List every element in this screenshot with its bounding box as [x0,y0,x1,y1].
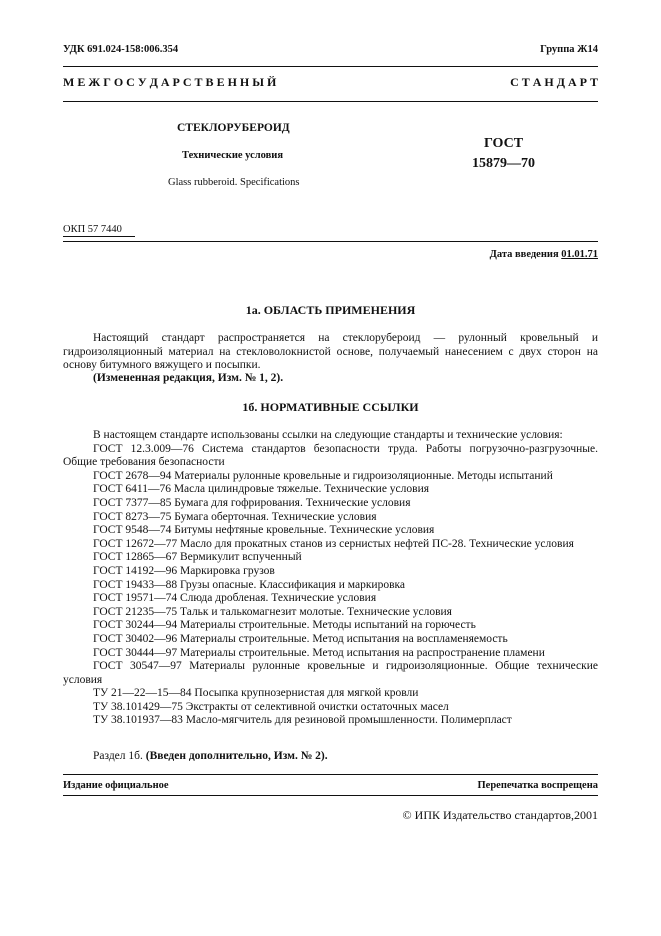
interstate-standard-banner [63,75,598,90]
introduction-date [490,249,598,260]
reference-item: ТУ 38.101429—75 Экстракты от селективной очистки остаточных масел [93,700,449,713]
date-value: 01.01.71 [561,249,598,260]
banner-bottom-rule [63,101,598,102]
reprint-forbidden: Перепечатка воспрещена [477,780,598,791]
reference-item: ТУ 21—22—15—84 Посыпка крупнозернистая для мягкой кровли [93,687,419,700]
section-1a-heading: 1а. ОБЛАСТЬ ПРИМЕНЕНИЯ [245,303,416,317]
reference-item: ГОСТ 2678—94 Материалы рулонные кровельные и гидроизоляционные. Методы испытаний [93,469,553,482]
gost-label: ГОСТ [484,136,524,151]
section-1a-body: Настоящий стандарт распространяется на стеклорубероид — рулонный кровельный и гидроизоляционный материал на стекловолокнистой основе, получаемый нанесением с двух сторон на основу битумного вяжущего и посыпки. [63,332,598,372]
reference-item: ГОСТ 19433—88 Грузы опасные. Классификация и маркировка [93,578,406,591]
banner-word-standard: С Т А Н Д А Р Т [510,75,598,89]
reference-item: ГОСТ 30402—96 Материалы строительные. Метод испытания на воспламеняемость [93,632,508,645]
reference-item: ГОСТ 30547—97 Материалы рулонные кровельные и гидроизоляционные. Общие технические условия [63,660,598,686]
reference-item: ГОСТ 9548—74 Битумы нефтяные кровельные. Технические условия [93,524,435,537]
reference-item: ГОСТ 6411—76 Масла цилиндровые тяжелые. Технические условия [93,483,430,496]
reference-item: ГОСТ 19571—74 Слюда дробленая. Технические условия [93,592,377,605]
reference-item: ГОСТ 30244—94 Материалы строительные. Методы испытаний на горючесть [93,619,476,632]
references-list [63,429,598,728]
section-note-prefix: Раздел 1б. [93,750,143,762]
footer-rule [63,774,598,775]
reference-item: ГОСТ 14192—96 Маркировка грузов [93,564,275,577]
references-intro: В настоящем стандарте использованы ссылки на следующие стандарты и технические условия: [93,429,563,441]
reference-item: ГОСТ 7377—85 Бумага для гофрирования. Технические условия [93,496,411,509]
section-1b-heading: 1б. НОРМАТИВНЫЕ ССЫЛКИ [242,400,419,414]
copyright: © ИПК Издательство стандартов,2001 [402,808,598,822]
section-1a-edit-note: (Измененная редакция, Изм. № 1, 2). [93,372,284,384]
reference-item: ГОСТ 8273—75 Бумага оберточная. Технические условия [93,510,377,523]
date-label: Дата введения [489,249,559,260]
section-1b-note [93,750,328,762]
reference-item: ГОСТ 12865—67 Вермикулит вспученный [93,551,302,564]
reference-item: ГОСТ 12.3.009—76 Система стандартов безопасности труда. Работы погрузочно-разгрузочные. Общие требования безопасности [63,442,598,469]
reference-item: ГОСТ 12672—77 Масло для прокатных станов из сернистых нефтей ПС-28. Технические условия [93,537,574,550]
section-1a-text [63,332,598,373]
official-edition: Издание официальное [63,780,169,791]
section-note-bold: (Введен дополнительно, Изм. № 2). [145,750,328,762]
english-title: Glass rubberoid. Specifications [168,177,300,188]
top-rule [63,66,598,67]
document-subtitle: Технические условия [182,150,284,161]
gost-number: 15879—70 [472,156,535,171]
reference-item: ГОСТ 21235—75 Тальк и талькомагнезит молотые. Технические условия [93,605,452,618]
footer-bottom-rule [63,795,598,796]
reference-item: ТУ 38.101937—83 Масло-мягчитель для резиновой промышленности. Полимерпласт [93,714,512,727]
udk-code: УДК 691.024-158:006.354 [63,44,179,55]
okp-code: ОКП 57 7440 [63,224,122,235]
banner-word-interstate: М Е Ж Г О С У Д А Р С Т В Е Н Н Ы Й [63,75,277,89]
document-title: СТЕКЛОРУБЕРОИД [177,122,290,134]
reference-item: ГОСТ 30444—97 Материалы строительные. Метод испытания на распространение пламени [93,646,545,659]
okp-rule [63,241,598,242]
okp-underline [63,236,135,237]
group-code: Группа Ж14 [540,44,598,55]
